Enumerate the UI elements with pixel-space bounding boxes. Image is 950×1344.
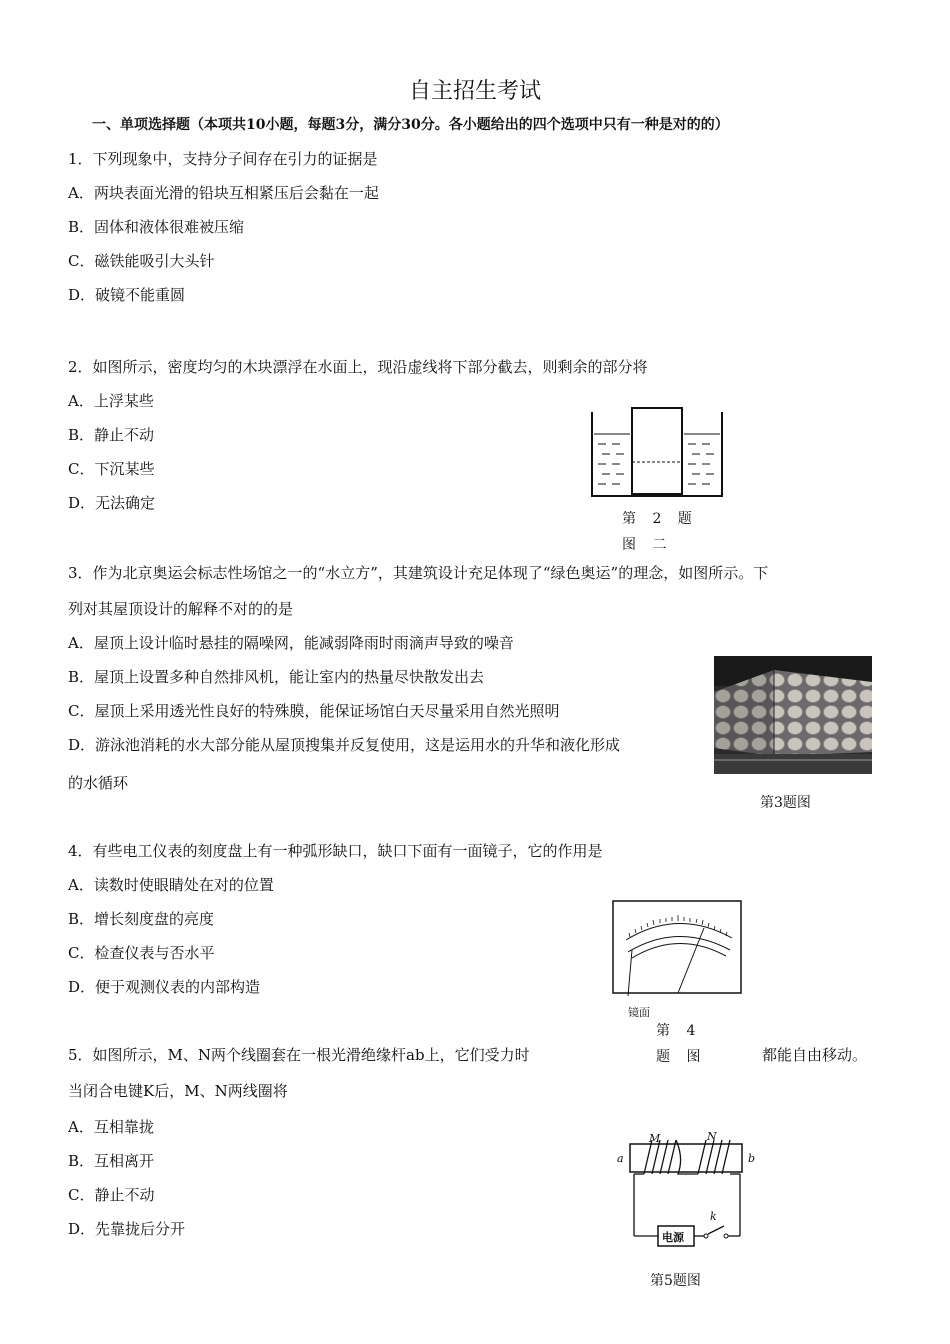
q2-option-b: B．静止不动 — [68, 426, 155, 444]
rod-end-a-label: a — [617, 1152, 624, 1165]
page-title: 自主招生考试 — [408, 79, 541, 104]
q1-option-c: C．磁铁能吸引大头针 — [68, 252, 215, 270]
q5-option-b: B．互相离开 — [68, 1152, 155, 1170]
q3-option-c: C．屋顶上采用透光性良好的特殊膜，能保证场馆白天尽量采用自然光照明 — [68, 702, 560, 720]
q5-stem-part1: 5．如图所示，M、N两个线圈套在一根光滑绝缘杆ab上，它们受力时 — [68, 1046, 530, 1064]
floating-block-figure — [586, 404, 728, 500]
q2-option-c: C．下沉某些 — [68, 460, 155, 478]
q3-figure-caption: 第3题图 — [760, 795, 811, 811]
q5-option-d: D．先靠拢后分开 — [68, 1220, 186, 1238]
q1-option-d: D．破镜不能重圆 — [68, 286, 186, 304]
rod-end-b-label: b — [748, 1152, 756, 1165]
q2-stem: 2．如图所示，密度均匀的木块漂浮在水面上，现沿虚线将下部分截去，则剩余的部分将 — [68, 358, 648, 376]
q3-option-d: D．游泳池消耗的水大部分能从屋顶搜集并反复使用，这是运用水的升华和液化形成 — [68, 736, 621, 754]
q5-option-c: C．静止不动 — [68, 1186, 155, 1204]
q2-option-a: A．上浮某些 — [68, 392, 154, 410]
q3-stem-line1: 3．作为北京奥运会标志性场馆之一的“水立方”，其建筑设计充足体现了“绿色奥运”的理念，如图所示。下 — [68, 564, 769, 582]
meter-dial-figure — [612, 900, 744, 996]
q1-option-a: A．两块表面光滑的铅块互相紧压后会黏在一起 — [68, 184, 379, 202]
q5-stem-part2: 都能自由移动。 — [762, 1046, 868, 1064]
q1-stem: 1．下列现象中，支持分子间存在引力的证据是 — [68, 150, 378, 168]
q4-figure-caption: 第 4 题 图 — [656, 1023, 707, 1065]
q4-option-d: D．便于观测仪表的内部构造 — [68, 978, 261, 996]
q2-option-d: D．无法确定 — [68, 494, 156, 512]
q1-option-b: B．固体和液体很难被压缩 — [68, 218, 245, 236]
q3-option-a: A．屋顶上设计临时悬挂的隔噪网，能减弱降雨时雨滴声导致的噪音 — [68, 634, 514, 652]
q4-option-c: C．检查仪表与否水平 — [68, 944, 215, 962]
q4-option-a: A．读数时使眼睛处在对的位置 — [68, 876, 274, 894]
mirror-label: 镜面 — [628, 1006, 650, 1019]
q3-option-b: B．屋顶上设置多种自然排风机，能让室内的热量尽快散发出去 — [68, 668, 485, 686]
switch-k-label: k — [710, 1210, 717, 1223]
q4-option-b: B．增长刻度盘的亮度 — [68, 910, 215, 928]
water-cube-photo — [714, 656, 872, 774]
power-source-label: 电源 — [662, 1231, 684, 1244]
q5-figure-caption: 第5题图 — [650, 1273, 701, 1289]
coil-n-label: N — [707, 1130, 717, 1143]
q3-option-d-continued: 的水循环 — [68, 774, 129, 792]
q3-stem-line2: 列对其屋顶设计的解释不对的的是 — [68, 600, 294, 618]
coil-m-label: M — [649, 1132, 661, 1145]
q4-stem: 4．有些电工仪表的刻度盘上有一种弧形缺口，缺口下面有一面镜子，它的作用是 — [68, 842, 603, 860]
q5-stem-line2: 当闭合电键K后，M、N两线圈将 — [68, 1082, 288, 1100]
q5-option-a: A．互相靠拢 — [68, 1118, 154, 1136]
coil-circuit-figure — [612, 1128, 762, 1254]
section-header: 一、单项选择题（本项共10小题，每题3分，满分30分。各小题给出的四个选项中只有一种是对的的） — [92, 117, 729, 133]
q2-figure-caption: 第 2 题 图 二 — [622, 511, 698, 553]
